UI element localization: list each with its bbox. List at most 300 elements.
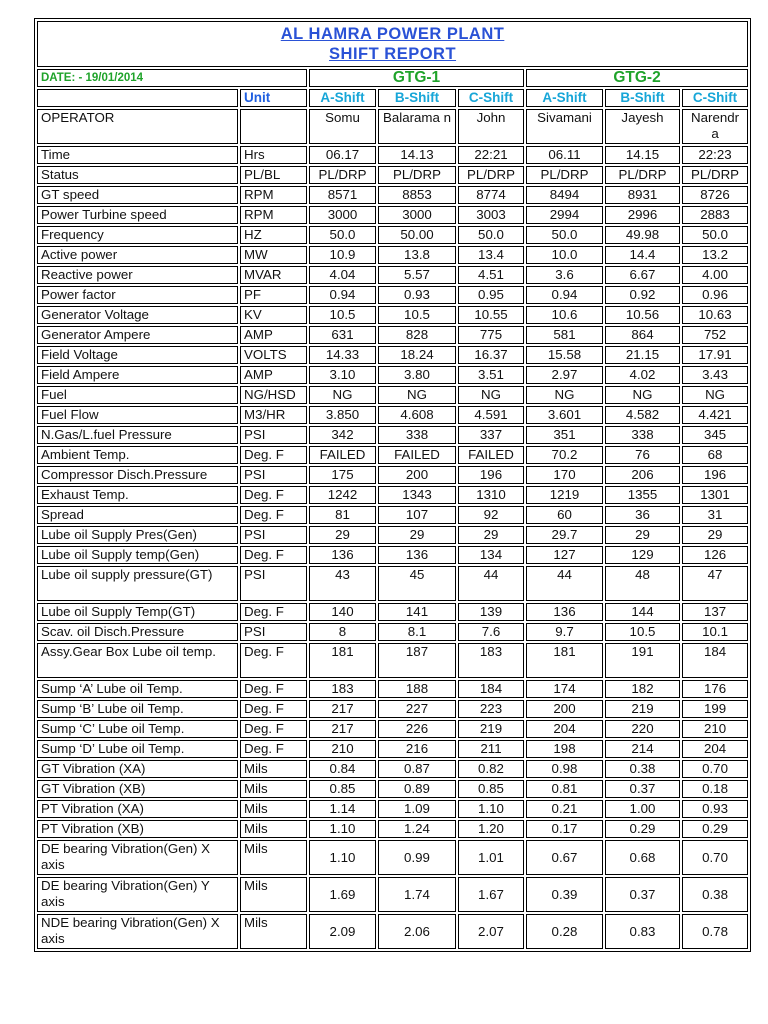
- reading-cell: 68: [682, 446, 748, 464]
- reading-cell: 44: [458, 566, 524, 601]
- reading-cell: 338: [605, 426, 680, 444]
- parameter-name: Generator Ampere: [37, 326, 238, 344]
- reading-cell: 14.4: [605, 246, 680, 264]
- reading-cell: 184: [682, 643, 748, 678]
- reading-cell: 10.6: [526, 306, 603, 324]
- reading-cell: 4.582: [605, 406, 680, 424]
- reading-cell: 2883: [682, 206, 748, 224]
- reading-cell: 0.83: [605, 914, 680, 949]
- reading-cell: 0.39: [526, 877, 603, 912]
- reading-cell: 1.01: [458, 840, 524, 875]
- reading-cell: 2.97: [526, 366, 603, 384]
- reading-cell: 219: [458, 720, 524, 738]
- parameter-unit: M3/HR: [240, 406, 307, 424]
- reading-cell: 1301: [682, 486, 748, 504]
- reading-cell: 10.63: [682, 306, 748, 324]
- parameter-unit: Deg. F: [240, 680, 307, 698]
- reading-cell: PL/DRP: [682, 166, 748, 184]
- reading-cell: 2.07: [458, 914, 524, 949]
- reading-cell: 3000: [378, 206, 456, 224]
- table-row: [37, 346, 748, 364]
- reading-cell: 0.70: [682, 840, 748, 875]
- table-row: [37, 426, 748, 444]
- reading-cell: 176: [682, 680, 748, 698]
- reading-cell: 0.28: [526, 914, 603, 949]
- reading-cell: 217: [309, 720, 376, 738]
- table-row: [37, 226, 748, 244]
- reading-cell: 1.24: [378, 820, 456, 838]
- reading-cell: 4.421: [682, 406, 748, 424]
- reading-cell: 181: [526, 643, 603, 678]
- title-line-2: SHIFT REPORT: [329, 45, 457, 63]
- reading-cell: 170: [526, 466, 603, 484]
- parameter-unit: VOLTS: [240, 346, 307, 364]
- reading-cell: Narendr a: [682, 109, 748, 144]
- reading-cell: 1.67: [458, 877, 524, 912]
- reading-cell: PL/DRP: [309, 166, 376, 184]
- parameter-name: N.Gas/L.fuel Pressure: [37, 426, 238, 444]
- reading-cell: 0.38: [682, 877, 748, 912]
- parameter-name: Compressor Disch.Pressure: [37, 466, 238, 484]
- reading-cell: Somu: [309, 109, 376, 144]
- reading-cell: 0.82: [458, 760, 524, 778]
- parameter-unit: Deg. F: [240, 546, 307, 564]
- parameter-unit: HZ: [240, 226, 307, 244]
- parameter-unit: MW: [240, 246, 307, 264]
- reading-cell: 21.15: [605, 346, 680, 364]
- parameter-unit: PSI: [240, 426, 307, 444]
- parameter-unit: Deg. F: [240, 446, 307, 464]
- reading-cell: 129: [605, 546, 680, 564]
- reading-cell: 3.51: [458, 366, 524, 384]
- parameter-name: Lube oil supply pressure(GT): [37, 566, 238, 601]
- gtg1-b-shift-header: B-Shift: [378, 89, 456, 107]
- reading-cell: 1355: [605, 486, 680, 504]
- reading-cell: 14.13: [378, 146, 456, 164]
- reading-cell: 29: [309, 526, 376, 544]
- table-row: [37, 780, 748, 798]
- reading-cell: 1.14: [309, 800, 376, 818]
- parameter-name: Power factor: [37, 286, 238, 304]
- table-row: [37, 623, 748, 641]
- reading-cell: 1.74: [378, 877, 456, 912]
- parameter-unit: KV: [240, 306, 307, 324]
- reading-cell: 29.7: [526, 526, 603, 544]
- table-row: [37, 720, 748, 738]
- parameter-unit: MVAR: [240, 266, 307, 284]
- parameter-name: PT Vibration (XA): [37, 800, 238, 818]
- reading-cell: 199: [682, 700, 748, 718]
- reading-cell: Balarama n: [378, 109, 456, 144]
- reading-cell: 140: [309, 603, 376, 621]
- reading-cell: 36: [605, 506, 680, 524]
- parameter-unit: AMP: [240, 326, 307, 344]
- reading-cell: 828: [378, 326, 456, 344]
- reading-cell: John: [458, 109, 524, 144]
- reading-cell: 3.43: [682, 366, 748, 384]
- reading-cell: 8853: [378, 186, 456, 204]
- shift-report-table: [34, 18, 751, 952]
- date-row: [37, 69, 748, 87]
- reading-cell: 134: [458, 546, 524, 564]
- reading-cell: 13.8: [378, 246, 456, 264]
- reading-cell: 10.5: [309, 306, 376, 324]
- reading-cell: 1310: [458, 486, 524, 504]
- reading-cell: 0.93: [682, 800, 748, 818]
- table-row: [37, 800, 748, 818]
- reading-cell: 50.0: [526, 226, 603, 244]
- parameter-name: Fuel: [37, 386, 238, 404]
- reading-cell: 141: [378, 603, 456, 621]
- reading-cell: 0.29: [605, 820, 680, 838]
- reading-cell: 8.1: [378, 623, 456, 641]
- table-row: [37, 446, 748, 464]
- reading-cell: NG: [526, 386, 603, 404]
- reading-cell: 214: [605, 740, 680, 758]
- reading-cell: 1242: [309, 486, 376, 504]
- reading-cell: 631: [309, 326, 376, 344]
- reading-cell: 2994: [526, 206, 603, 224]
- reading-cell: PL/DRP: [378, 166, 456, 184]
- parameter-unit: Deg. F: [240, 486, 307, 504]
- reading-cell: 81: [309, 506, 376, 524]
- reading-cell: 200: [526, 700, 603, 718]
- reading-cell: 3.80: [378, 366, 456, 384]
- reading-cell: FAILED: [458, 446, 524, 464]
- reading-cell: 107: [378, 506, 456, 524]
- reading-cell: 0.37: [605, 877, 680, 912]
- reading-cell: 206: [605, 466, 680, 484]
- reading-cell: 60: [526, 506, 603, 524]
- parameter-name: NDE bearing Vibration(Gen) X axis: [37, 914, 238, 949]
- reading-cell: 0.38: [605, 760, 680, 778]
- reading-cell: 0.67: [526, 840, 603, 875]
- gtg1-a-shift-header: A-Shift: [309, 89, 376, 107]
- reading-cell: 3.6: [526, 266, 603, 284]
- parameter-name: Sump ‘B’ Lube oil Temp.: [37, 700, 238, 718]
- parameter-unit: PF: [240, 286, 307, 304]
- reading-cell: 0.85: [309, 780, 376, 798]
- reading-cell: 29: [682, 526, 748, 544]
- reading-cell: 136: [378, 546, 456, 564]
- reading-cell: 8774: [458, 186, 524, 204]
- reading-cell: 144: [605, 603, 680, 621]
- parameter-name: Sump ‘D’ Lube oil Temp.: [37, 740, 238, 758]
- reading-cell: 8726: [682, 186, 748, 204]
- reading-cell: 44: [526, 566, 603, 601]
- reading-cell: 183: [309, 680, 376, 698]
- parameter-unit: PSI: [240, 526, 307, 544]
- reading-cell: 7.6: [458, 623, 524, 641]
- parameter-unit: [240, 109, 307, 144]
- parameter-unit: Hrs: [240, 146, 307, 164]
- table-row: [37, 760, 748, 778]
- gtg1-c-shift-header: C-Shift: [458, 89, 524, 107]
- reading-cell: 50.0: [309, 226, 376, 244]
- reading-cell: 29: [458, 526, 524, 544]
- gtg2-header: GTG-2: [526, 69, 748, 87]
- title-row: [37, 21, 748, 67]
- reading-cell: 0.96: [682, 286, 748, 304]
- reading-cell: 8931: [605, 186, 680, 204]
- reading-cell: 2996: [605, 206, 680, 224]
- parameter-name: Power Turbine speed: [37, 206, 238, 224]
- reading-cell: 0.68: [605, 840, 680, 875]
- reading-cell: 10.55: [458, 306, 524, 324]
- reading-cell: 223: [458, 700, 524, 718]
- reading-cell: 226: [378, 720, 456, 738]
- reading-cell: 0.29: [682, 820, 748, 838]
- parameter-unit: RPM: [240, 186, 307, 204]
- reading-cell: 29: [378, 526, 456, 544]
- reading-cell: 196: [682, 466, 748, 484]
- reading-cell: 342: [309, 426, 376, 444]
- table-row: [37, 166, 748, 184]
- parameter-name: Lube oil Supply temp(Gen): [37, 546, 238, 564]
- reading-cell: 92: [458, 506, 524, 524]
- parameter-name: Fuel Flow: [37, 406, 238, 424]
- reading-cell: 337: [458, 426, 524, 444]
- title-line-1: AL HAMRA POWER PLANT: [280, 25, 505, 43]
- table-row: [37, 877, 748, 912]
- reading-cell: 70.2: [526, 446, 603, 464]
- parameter-unit: NG/HSD: [240, 386, 307, 404]
- reading-cell: 181: [309, 643, 376, 678]
- reading-cell: 06.11: [526, 146, 603, 164]
- reading-cell: 126: [682, 546, 748, 564]
- reading-cell: 2.06: [378, 914, 456, 949]
- reading-cell: 0.18: [682, 780, 748, 798]
- parameter-unit: PSI: [240, 623, 307, 641]
- reading-cell: 204: [682, 740, 748, 758]
- reading-cell: 136: [309, 546, 376, 564]
- reading-cell: 211: [458, 740, 524, 758]
- gtg2-c-shift-header: C-Shift: [682, 89, 748, 107]
- report-date: DATE: - 19/01/2014: [37, 69, 307, 87]
- table-row: [37, 406, 748, 424]
- unit-header: Unit: [240, 89, 307, 107]
- reading-cell: 3003: [458, 206, 524, 224]
- table-row: [37, 603, 748, 621]
- reading-cell: 1.20: [458, 820, 524, 838]
- parameter-unit: Deg. F: [240, 643, 307, 678]
- table-row: [37, 566, 748, 601]
- reading-cell: 14.33: [309, 346, 376, 364]
- parameter-unit: Mils: [240, 780, 307, 798]
- reading-cell: 17.91: [682, 346, 748, 364]
- reading-cell: 45: [378, 566, 456, 601]
- reading-cell: 864: [605, 326, 680, 344]
- parameter-unit: Mils: [240, 820, 307, 838]
- reading-cell: 210: [309, 740, 376, 758]
- reading-cell: 227: [378, 700, 456, 718]
- reading-cell: 338: [378, 426, 456, 444]
- parameter-name: GT Vibration (XA): [37, 760, 238, 778]
- reading-cell: 1.10: [309, 840, 376, 875]
- table-row: [37, 386, 748, 404]
- reading-cell: 0.85: [458, 780, 524, 798]
- reading-cell: 0.81: [526, 780, 603, 798]
- reading-cell: PL/DRP: [605, 166, 680, 184]
- table-row: [37, 186, 748, 204]
- reading-cell: 0.89: [378, 780, 456, 798]
- parameter-name: Generator Voltage: [37, 306, 238, 324]
- reading-cell: 76: [605, 446, 680, 464]
- reading-cell: 216: [378, 740, 456, 758]
- gtg1-header: GTG-1: [309, 69, 524, 87]
- parameter-name: GT Vibration (XB): [37, 780, 238, 798]
- reading-cell: 3000: [309, 206, 376, 224]
- table-row: [37, 486, 748, 504]
- table-row: [37, 506, 748, 524]
- reading-cell: 184: [458, 680, 524, 698]
- reading-cell: 0.21: [526, 800, 603, 818]
- reading-cell: 8494: [526, 186, 603, 204]
- reading-cell: 0.95: [458, 286, 524, 304]
- parameter-name: PT Vibration (XB): [37, 820, 238, 838]
- reading-cell: 4.04: [309, 266, 376, 284]
- reading-cell: 6.67: [605, 266, 680, 284]
- reading-cell: 1.10: [309, 820, 376, 838]
- reading-cell: 9.7: [526, 623, 603, 641]
- reading-cell: 0.99: [378, 840, 456, 875]
- table-row: [37, 526, 748, 544]
- reading-cell: 219: [605, 700, 680, 718]
- reading-cell: 4.51: [458, 266, 524, 284]
- reading-cell: 15.58: [526, 346, 603, 364]
- reading-cell: 127: [526, 546, 603, 564]
- reading-cell: 4.608: [378, 406, 456, 424]
- parameter-unit: Deg. F: [240, 700, 307, 718]
- reading-cell: 22:23: [682, 146, 748, 164]
- reading-cell: 49.98: [605, 226, 680, 244]
- parameter-unit: Deg. F: [240, 506, 307, 524]
- reading-cell: 0.37: [605, 780, 680, 798]
- reading-cell: 351: [526, 426, 603, 444]
- table-row: [37, 840, 748, 875]
- reading-cell: PL/DRP: [458, 166, 524, 184]
- reading-cell: 50.0: [682, 226, 748, 244]
- reading-cell: FAILED: [378, 446, 456, 464]
- parameter-unit: Deg. F: [240, 740, 307, 758]
- reading-cell: 581: [526, 326, 603, 344]
- reading-cell: 47: [682, 566, 748, 601]
- gtg2-a-shift-header: A-Shift: [526, 89, 603, 107]
- reading-cell: 217: [309, 700, 376, 718]
- reading-cell: 10.5: [378, 306, 456, 324]
- reading-cell: 50.0: [458, 226, 524, 244]
- reading-cell: 1.09: [378, 800, 456, 818]
- parameter-name: Lube oil Supply Pres(Gen): [37, 526, 238, 544]
- reading-cell: 174: [526, 680, 603, 698]
- parameter-name: Assy.Gear Box Lube oil temp.: [37, 643, 238, 678]
- reading-cell: 3.850: [309, 406, 376, 424]
- reading-cell: 187: [378, 643, 456, 678]
- reading-cell: PL/DRP: [526, 166, 603, 184]
- reading-cell: 0.92: [605, 286, 680, 304]
- reading-cell: 196: [458, 466, 524, 484]
- table-row: [37, 266, 748, 284]
- reading-cell: 31: [682, 506, 748, 524]
- reading-cell: 1.00: [605, 800, 680, 818]
- reading-cell: 0.70: [682, 760, 748, 778]
- reading-cell: 10.0: [526, 246, 603, 264]
- reading-cell: 0.87: [378, 760, 456, 778]
- reading-cell: 10.5: [605, 623, 680, 641]
- table-row: [37, 146, 748, 164]
- reading-cell: NG: [309, 386, 376, 404]
- parameter-name: DE bearing Vibration(Gen) X axis: [37, 840, 238, 875]
- reading-cell: 14.15: [605, 146, 680, 164]
- reading-cell: Jayesh: [605, 109, 680, 144]
- parameter-name: Sump ‘A’ Lube oil Temp.: [37, 680, 238, 698]
- report-title: [37, 21, 748, 67]
- reading-cell: NG: [378, 386, 456, 404]
- parameter-name: Scav. oil Disch.Pressure: [37, 623, 238, 641]
- reading-cell: 182: [605, 680, 680, 698]
- table-row: [37, 326, 748, 344]
- reading-cell: 0.94: [309, 286, 376, 304]
- reading-cell: 13.4: [458, 246, 524, 264]
- reading-cell: 3.601: [526, 406, 603, 424]
- reading-cell: 16.37: [458, 346, 524, 364]
- reading-cell: FAILED: [309, 446, 376, 464]
- reading-cell: 10.1: [682, 623, 748, 641]
- table-row: [37, 546, 748, 564]
- reading-cell: 175: [309, 466, 376, 484]
- reading-cell: 1.69: [309, 877, 376, 912]
- parameter-unit: Mils: [240, 800, 307, 818]
- reading-cell: 775: [458, 326, 524, 344]
- reading-cell: 48: [605, 566, 680, 601]
- parameter-unit: Mils: [240, 840, 307, 875]
- parameter-header: [37, 89, 238, 107]
- reading-cell: 10.56: [605, 306, 680, 324]
- reading-cell: 0.78: [682, 914, 748, 949]
- table-row: [37, 306, 748, 324]
- parameter-name: Status: [37, 166, 238, 184]
- reading-cell: 0.94: [526, 286, 603, 304]
- reading-cell: 10.9: [309, 246, 376, 264]
- parameter-unit: Deg. F: [240, 603, 307, 621]
- table-row: [37, 914, 748, 949]
- parameter-unit: Mils: [240, 760, 307, 778]
- parameter-unit: Mils: [240, 877, 307, 912]
- reading-cell: 204: [526, 720, 603, 738]
- reading-cell: 29: [605, 526, 680, 544]
- reading-cell: 0.93: [378, 286, 456, 304]
- reading-cell: 210: [682, 720, 748, 738]
- parameter-unit: AMP: [240, 366, 307, 384]
- parameter-name: Reactive power: [37, 266, 238, 284]
- reading-cell: 183: [458, 643, 524, 678]
- reading-cell: 4.00: [682, 266, 748, 284]
- reading-cell: 200: [378, 466, 456, 484]
- reading-cell: 4.02: [605, 366, 680, 384]
- reading-cell: 2.09: [309, 914, 376, 949]
- gtg2-b-shift-header: B-Shift: [605, 89, 680, 107]
- reading-cell: 752: [682, 326, 748, 344]
- reading-cell: 188: [378, 680, 456, 698]
- reading-cell: 220: [605, 720, 680, 738]
- table-row: [37, 820, 748, 838]
- parameter-unit: PSI: [240, 466, 307, 484]
- parameter-unit: Mils: [240, 914, 307, 949]
- table-row: [37, 466, 748, 484]
- parameter-name: Active power: [37, 246, 238, 264]
- table-row: [37, 109, 748, 144]
- parameter-name: Spread: [37, 506, 238, 524]
